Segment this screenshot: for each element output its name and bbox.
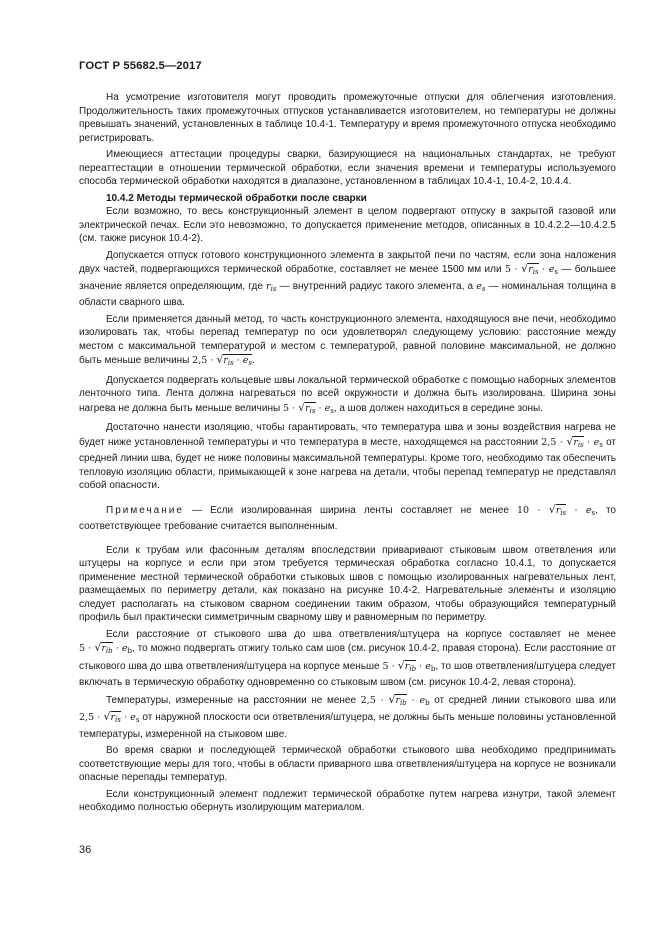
symbol-r-is: $r_{is}$ — [266, 280, 277, 293]
paragraph: Если применяется данный метод, то часть конструкционного элемента, находящуюся вне печи, необходимо изолировать так, чтобы перепад температур по оси удовлетворял следующему условию: расстояние между местом с максимальной температурой и местом с температурой, равной половине максимальной, не должно быть меньше величины $2,5 \cdot √r_{is} \cdot e_s$. — [79, 313, 616, 367]
paragraph: Если конструкционный элемент подлежит термической обработке путем нагрева изнутри, такой элемент необходимо полностью обернуть изолирующим материалом. — [79, 788, 616, 813]
paragraph: Допускается подвергать кольцевые швы локальной термической обработке с помощью наборных элементов ленточного типа. Лента должна нагреваться по всей окружности и должна быть изолирована. Ширина зоны нагрева не должна быть меньше величины $5 \cdot √r_{is} \cdot e_s$, а шов должен находиться в середине зоны. — [79, 374, 616, 415]
formula-5-rib-eb: $5 \cdot √r_{ib} \cdot e_b$ — [382, 658, 436, 673]
symbol-e-s: $e_s$ — [476, 280, 486, 293]
page-number: 36 — [79, 844, 92, 856]
paragraph: Если возможно, то весь конструкционный элемент в целом подвергают отпуску в закрытой газовой или электрической печах. Если это невозможно, то допускается применение методов, описанных в 10.4.2.2—10.4.2.5 (см. также рисунок 10.4-2). — [79, 206, 616, 244]
paragraph: Если к трубам или фасонным деталям впоследствии приваривают стыковым швом ответвления или штуцеры на корпусе и если при этом требуется термическая обработка согласно 10.4.1, то допускается применение местной термической обработки стыковых швов с помощью изолированных нагревательных лент, размещаемых по периметру детали, как показано на рисунке 10.4-2. Нагревательные элементы и изоляцию следует располагать на стыковом сварном соединении таким образом, чтобы образующийся температурный профиль был практически симметричным сварному шву и равномерным по периметру. — [79, 544, 616, 623]
formula-2-5-ris-es: $2,5 \cdot √r_{is} \cdot e_s$ — [541, 434, 603, 449]
note: Примечание — Если изолированная ширина ленты составляет не менее $10 \cdot √r_{is} \cdot e_s$, то соответствующее требование считается выполненным. — [79, 502, 616, 532]
formula-5-ris-es: $5 \cdot √r_{is} \cdot e_s$ — [504, 262, 559, 276]
paragraph: Достаточно нанести изоляцию, чтобы гарантировать, что температура шва и зоны воздействия нагрева не будет ниже установленной температуры и что температура в месте, находящемся на расстоянии $2,5 \cdot √r_{is} \cdot e_s$ от средней линии шва, будет не ниже половины максимальной температуры. Кроме того, необходимо так обеспечить тепловую изоляцию области, примыкающей к зоне нагрева на детали, чтобы перепад температур не представлял собой опасности. — [79, 422, 617, 491]
document-header: ГОСТ Р 55682.5—2017 — [79, 60, 202, 72]
formula-5-ris-es: $5 \cdot √r_{is} \cdot e_s$ — [282, 400, 334, 415]
section-heading: 10.4.2 Методы термической обработки после сварки — [106, 192, 367, 204]
paragraph: На усмотрение изготовителя могут проводить промежуточные отпуски для облегчения изготовления. Продолжительность таких промежуточных отпусков устанавливается изготовителем, но температуры не должны превышать значений, установленных в таблице 10.4-1. Температуру и время промежуточного отпуска необходимо регистрировать. — [79, 92, 616, 144]
paragraph: Температуры, измеренные на расстоянии не менее $2,5 \cdot √r_{ib} \cdot e_b$ от средней линии стыкового шва или $2,5 \cdot √r_{is} \cdot e_s$ от наружной плоскости оси ответвления/штуцера, не должны быть меньше половины установленной температуры, измеренной на стыковом шве. — [79, 692, 617, 740]
formula-2-5-ris-es: $2,5 \cdot √r_{is} \cdot e_s$ — [79, 710, 140, 724]
formula-2-5-ris-es: $2,5 \cdot √r_{is} \cdot e_s$ — [192, 353, 253, 367]
formula-5-rib-eb: $5 \cdot √r_{ib} \cdot e_b$ — [79, 641, 133, 655]
formula-10-ris-es: $10 \cdot √r_{is} \cdot e_s$ — [516, 502, 596, 517]
paragraph: Если расстояние от стыкового шва до шва ответвления/штуцера на корпусе составляет не менее $5 \cdot √r_{ib} \cdot e_b$, то можно подвергать отжигу только сам шов (см. рисунок 10.4-2, правая сторона). Если расстояние от стыкового шва до шва ответвления/штуцера на корпусе меньше $5 \cdot √r_{ib} \cdot e_b$, то шов ответвления/штуцера следует включать в термическую обработку одновременно со стыковым швом (см. рисунок 10.4-2, левая сторона). — [79, 628, 617, 688]
paragraph: Имеющиеся аттестации процедуры сварки, базирующиеся на национальных стандартах, не требуют переаттестации в отношении термической обработки, если значения времени и температуры используемого способа термической обработки находятся в диапазоне, установленном в таблицах 10.4-1, 10.4-2, 10.4.4. — [79, 149, 616, 187]
paragraph: Допускается отпуск готового конструкционного элемента в закрытой печи по частям, если зона наложения двух частей, подвергающихся термической обработке, составляет не менее 1500 мм или $5 \cdot √r_{is} \cdot e_s$ — большее значение является определяющим, где $r_{is}$ — внутренний радиус такого элемента, а $e_s$ — номинальная толщина в области сварного шва. — [79, 249, 617, 308]
note-label: Примечание — [106, 504, 184, 516]
document-body — [79, 91, 616, 818]
formula-2-5-rib-eb: $2,5 \cdot √r_{ib} \cdot e_b$ — [360, 692, 430, 707]
paragraph: Во время сварки и последующей термической обработки стыкового шва необходимо предпринимать соответствующие меры для того, чтобы в области приварного шва ответвления/штуцера на корпусе не возникали опасные перепады температур. — [79, 745, 616, 783]
